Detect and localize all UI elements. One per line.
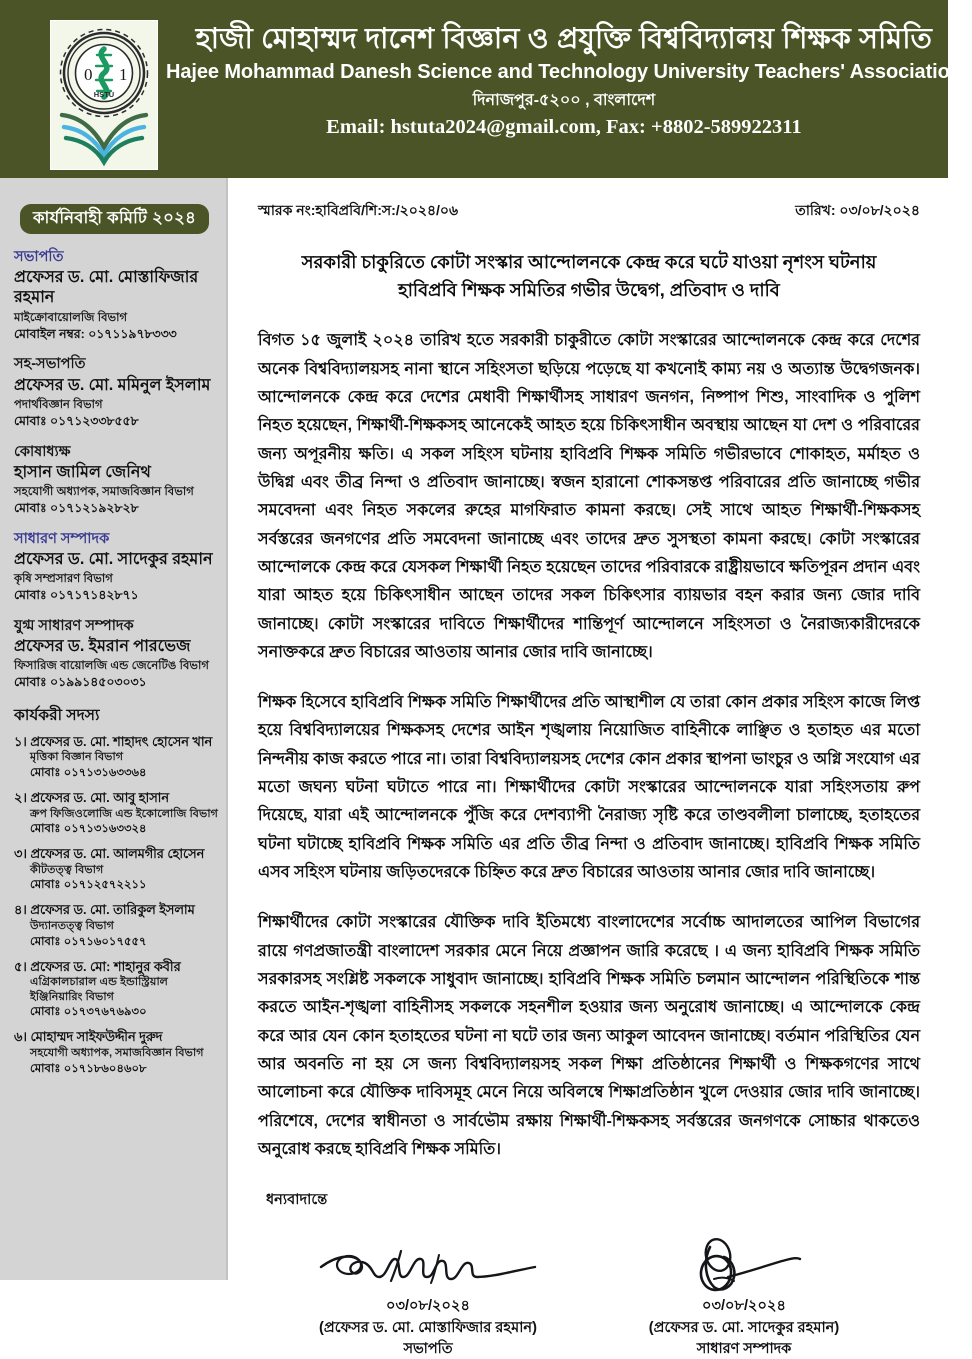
org-name-bn: হাজী মোহাম্মদ দানেশ বিজ্ঞান ও প্রযুক্তি বিশ্ববিদ্যালয় শিক্ষক সমিতি xyxy=(195,23,933,55)
svg-text:HSTU: HSTU xyxy=(93,90,115,99)
member-name: ২। প্রফেসর ড. মো. আবু হাসান xyxy=(14,789,170,805)
members-list xyxy=(14,734,220,1076)
signature-block-president xyxy=(278,1229,578,1358)
member-name: ১। প্রফেসর ড. মো. শাহাদৎ হোসেন খান xyxy=(14,733,213,749)
handwritten-signature-icon xyxy=(303,1233,553,1295)
page-title-line2: হাবিপ্রবি শিক্ষক সমিতির গভীর উদ্বেগ, প্রতিবাদ ও দাবি xyxy=(398,280,780,301)
members-heading: কার্যকরী সদস্য xyxy=(14,707,100,725)
member-entry xyxy=(14,959,220,1020)
member-department: কীটতত্ত্ব বিভাগ xyxy=(30,863,104,876)
hstu-logo xyxy=(50,20,158,170)
hstu-logo-icon xyxy=(56,25,152,165)
member-mobile: মোবাঃ ০১৭৩৭৬৭৬৯৩০ xyxy=(30,1005,147,1019)
officers-list xyxy=(14,248,220,691)
signatory-role: সাধারণ সম্পাদক xyxy=(696,1340,792,1357)
member-mobile: মোবাঃ ০১৭১৮৬০৪৬০৮ xyxy=(30,1061,147,1075)
member-entry xyxy=(14,790,220,836)
member-mobile: মোবাঃ ০১৭১৬০১৭৫৫৭ xyxy=(30,934,147,948)
member-entry xyxy=(14,734,220,780)
member-department: সহযোগী অধ্যাপক, সমাজবিজ্ঞান বিভাগ xyxy=(30,1047,204,1060)
member-entry xyxy=(14,1029,220,1075)
body-paragraph: বিগত ১৫ জুলাই ২০২৪ তারিখ হতে সরকারী চাকুরীতে কোটা সংস্কারের আন্দোলনকে কেন্দ্র করে দেশের অনেক বিশ্ববিদ্যালয়সহ নানা স্থানে সহিংসতা ছড়িয়ে পড়েছে যা কখনোই কাম্য নয় ও অত্যান্ত উদ্বেগজনক। আন্দোলনকে কেন্দ্র করে দেশের মেধাবী শিক্ষার্থীসহ সাধারণ জনগন, নিষ্পাপ শিশু, সাংবাদিক ও পুলিশ নিহত হয়েছেন, শিক্ষার্থী-শিক্ষকসহ আনেকেই আহত হয়ে চিকিৎসাধীন অবস্থায় আছেন যা দেশ ও পরিবারের জন্য অপূরনীয় ক্ষতি। এ সকল সহিংস ঘটনায় হাবিপ্রবি শিক্ষক সমিতি গভীরভাবে শোকাহত, মর্মাহত ও উদ্বিগ্ন এবং তীব্র নিন্দা ও প্রতিবাদ জানাচ্ছে। স্বজন হারানো শোকসন্তপ্ত পরিবারের প্রতি জানাচ্ছে গভীর সমবেদনা এবং নিহত সকলের রুহের মাগফিরাত কামনা করছে। সেই সাথে আহত শিক্ষার্থী-শিক্ষকসহ সর্বস্তরের জনগণের প্রতি সমবেদনা জানাচ্ছে এবং তাদের দ্রুত সুসস্থতা কামনা করছে। কোটা সংস্কারের আন্দোলকে কেন্দ্র করে যেসকল শিক্ষার্থী নিহত হয়েছেন তাদের পরিবারকে রাষ্ট্রীয়ভাবে ক্ষতিপূরন প্রদান এবং যারা আহত হয়ে চিকিৎসাধীন আছেন তাদের সকল চিকিৎসার ব্যায়ভার বহন করার জন্য জোর দাবি জানাচ্ছে। কোটা সংস্কারের দাবিতে শিক্ষার্থীদের শান্তিপূর্ণ আন্দোলনে সহিংসতা ও নৈরাজ্যকারীদেরকে সনাক্তকরে দ্রুত বিচারের আওতায় আনার জোর দাবি জানাচ্ছে। xyxy=(258,331,920,661)
officer-mobile: মোবাইল নম্বর: ০১৭১১৯৭৮৩৩৩ xyxy=(14,326,177,341)
signature-date: ০৩/০৮/২০২৪ xyxy=(702,1298,786,1315)
page-title-line1: সরকারী চাকুরিতে কোটা সংস্কার আন্দোলনকে কেন্দ্র করে ঘটে যাওয়া নৃশংস ঘটনায় xyxy=(301,252,877,272)
org-address: দিনাজপুর-৫২০০ , বাংলাদেশ xyxy=(472,91,656,109)
officer-title: সভাপতি xyxy=(14,248,64,265)
officer-entry xyxy=(14,248,220,342)
officer-title: কোষাধ্যক্ষ xyxy=(14,443,71,460)
officer-mobile: মোবাঃ ০১৯৯১৪৫০৩০৩১ xyxy=(14,675,147,690)
officer-mobile: মোবাঃ ০১৭১২১৯২৮২৮ xyxy=(14,501,139,515)
officer-department: মাইক্রোবায়োলজি বিভাগ xyxy=(14,310,128,324)
officer-department: কৃষি সম্প্রসারণ বিভাগ xyxy=(14,572,113,586)
document-body xyxy=(0,178,948,1357)
member-name: ৬। মোহাম্মদ সাইফউদ্দীন দুরুদ xyxy=(14,1029,163,1045)
memo-number: স্মারক নং:হাবিপ্রবি/শি:স:/২০২৪/০৬ xyxy=(258,203,459,219)
officer-title: যুগ্ম সাধারণ সম্পাদক xyxy=(14,617,134,634)
officer-department: ফিসারিজ বায়োলজি এন্ড জেনেটিঙ বিভাগ xyxy=(14,659,209,673)
header-text-block xyxy=(158,14,972,140)
org-name-en: Hajee Mohammad Danesh Science and Technology University Teachers' Association xyxy=(166,60,962,83)
svg-text:1: 1 xyxy=(119,65,128,84)
member-name: ৫। প্রফেসর ড. মো: শাহানুর কবীর xyxy=(14,958,181,974)
officer-entry xyxy=(14,530,220,604)
officer-title: সাধারণ সম্পাদক xyxy=(14,530,110,547)
body-paragraph: শিক্ষার্থীদের কোটা সংস্কারের যৌক্তিক দাবি ইতিমধ্যে বাংলাদেশের সর্বোচ্চ আদালতের আপিল বিভাগের রায়ে গণপ্রজাতন্ত্রী বাংলাদেশ সরকার মেনে নিয়ে প্রজ্ঞাপন জারি করেছে । এ জন্য হাবিপ্রবি শিক্ষক সমিতি সরকারসহ সংশ্লিষ্ট সকলকে সাধুবাদ জানাচ্ছে। হাবিপ্রবি শিক্ষক সমিতি চলমান আন্দোলন পরিস্থিতিকে শান্ত করতে আইন-শৃঙ্খলা বাহিনীসহ সকলকে সহনশীল হওয়ার জন্য অনুরোধ জানাচ্ছে। এ আন্দোলকে কেন্দ্র করে আর যেন কোন হতাহতের ঘটনা না ঘটে তার জন্য আকুল আবেদন জানাচ্ছে। বর্তমান পরিস্থিতির যেন আর অবনতি না হয় সে জন্য বিশ্ববিদ্যালয়সহ সকল শিক্ষা প্রতিষ্ঠানের শিক্ষার্থী ও শিক্ষকগণের সাথে আলোচনা করে যৌক্তিক দাবিসমূহ মেনে নিয়ে অবিলম্বে শিক্ষাপ্রতিষ্ঠান খুলে দেওয়ার জোর দাবি জানাচ্ছে। পরিশেষে, দেশের স্বাধীনতা ও সার্বভৌম রক্ষায় শিক্ষার্থী-শিক্ষকসহ সর্বস্তরের জনগণকে সোচ্চার থাকতেও অনুরোধ করছে হাবিপ্রবি শিক্ষক সমিতি। xyxy=(258,913,920,1158)
officer-name: প্রফেসর ড. ইমরান পারভেজ xyxy=(14,637,191,656)
officer-entry xyxy=(14,355,220,429)
signature-block-secretary xyxy=(594,1229,894,1358)
member-mobile: মোবাঃ ০১৭১২৫৭২২১১ xyxy=(30,878,147,892)
officer-name: প্রফেসর ড. মো. সাদেকুর রহমান xyxy=(14,549,213,568)
signature-president-icon xyxy=(278,1229,578,1295)
officer-department: সহযোগী অধ্যাপক, সমাজবিজ্ঞান বিভাগ xyxy=(14,484,194,498)
member-name: ৪। প্রফেসর ড. মো. তারিকুল ইসলাম xyxy=(14,902,195,918)
svg-text:0: 0 xyxy=(84,65,93,84)
officer-name: হাসান জামিল জেনিথ xyxy=(14,462,151,481)
handwritten-signature-icon xyxy=(644,1233,844,1295)
member-department: ক্রপ ফিজিওলোজি এন্ড ইকোলোজি বিভাগ xyxy=(30,807,218,820)
member-mobile: মোবাঃ ০১৭১৩১৬৩৩২৪ xyxy=(30,822,147,836)
letterhead-header xyxy=(0,0,962,178)
signatory-name: (প্রফেসর ড. মো. মোস্তাফিজার রহমান) xyxy=(318,1320,538,1337)
officer-name: প্রফেসর ড. মো. মোস্তাফিজার রহমান xyxy=(14,268,199,307)
member-department: মৃত্তিকা বিজ্ঞান বিভাগ xyxy=(30,751,124,764)
reference-row xyxy=(256,200,926,224)
signature-date: ০৩/০৮/২০২৪ xyxy=(386,1298,470,1315)
member-mobile: মোবাঃ ০১৭১৩১৬৩৩৬৪ xyxy=(30,765,147,779)
member-department: উদ্যানতত্ত্ব বিভাগ xyxy=(30,920,114,933)
officer-title: সহ-সভাপতি xyxy=(14,356,86,373)
org-contact: Email: hstuta2024@gmail.com, Fax: +8802-589922311 xyxy=(326,115,802,138)
officer-entry xyxy=(14,617,220,691)
committee-sidebar xyxy=(0,178,228,1280)
member-entry xyxy=(14,846,220,892)
officer-mobile: মোবাঃ ০১৭১২৩৩৮৫৫৮ xyxy=(14,413,139,428)
body-paragraph: শিক্ষক হিসেবে হাবিপ্রবি শিক্ষক সমিতি শিক্ষার্থীদের প্রতি আস্থাশীল যে তারা কোন প্রকার সহিংস কাজে লিপ্ত হয়ে বিশ্ববিদ্যালয়ের শিক্ষকসহ দেশের আইন শৃঙ্খলায় নিয়োজিত বাহিনীকে লাঞ্ছিত ও হতাহত এর মতো নিন্দনীয় কাজ করতে পারে না। তারা বিশ্ববিদ্যালয়সহ দেশের কোন প্রকার স্থাপনা ভাংচুর ও অগ্নি সংযোগ এর মতো জঘন্য ঘটনা ঘটাতে পারে না। শিক্ষার্থীদের কোটা সংস্কারের আন্দোলনকে যারা সহিংসতায় রুপ দিয়েছে, যারা এই আন্দোলনকে পুঁজি করে দেশব্যাপী নৈরাজ্য সৃষ্টি করে তাণ্ডবলীলা চালাচ্ছে, হতাহতের ঘটনা ঘটাচ্ছে হাবিপ্রবি শিক্ষক সমিতি এর প্রতি তীব্র নিন্দা ও প্রতিবাদ জানাচ্ছে। হাবিপ্রবি শিক্ষক সমিতি এসব সহিংস ঘটনায় জড়িতদেরকে চিহ্নিত করে দ্রুত বিচারের আওতায় আনার জোর দাবি জানাচ্ছে। xyxy=(258,693,920,882)
officer-department: পদার্থবিজ্ঞান বিভাগ xyxy=(14,397,103,411)
memo-date: তারিখ: ০৩/০৮/২০২৪ xyxy=(795,203,920,219)
member-entry xyxy=(14,902,220,948)
letter-content xyxy=(228,178,948,1357)
closing-salutation: ধন্যবাদান্তে xyxy=(266,1192,328,1209)
signatory-name: (প্রফেসর ড. মো. সাদেকুর রহমান) xyxy=(648,1320,840,1337)
officer-mobile: মোবাঃ ০১৭১৭১৪২৮৭১ xyxy=(14,588,139,603)
page-title xyxy=(270,248,908,304)
committee-badge: কার্যনিবাহী কমিটি ২০২৪ xyxy=(20,204,209,234)
signature-row xyxy=(274,1229,902,1358)
officer-name: প্রফেসর ড. মো. মমিনুল ইসলাম xyxy=(14,375,211,394)
member-name: ৩। প্রফেসর ড. মো. আলমগীর হোসেন xyxy=(14,846,205,862)
officer-entry xyxy=(14,443,220,517)
signatory-role: সভাপতি xyxy=(403,1340,453,1357)
member-department: এগ্রিকালচারাল এন্ড ইন্ডাস্ট্রিয়াল ইঞ্জিনিয়ারিং বিভাগ xyxy=(30,976,169,1003)
signature-secretary-icon xyxy=(594,1229,894,1295)
